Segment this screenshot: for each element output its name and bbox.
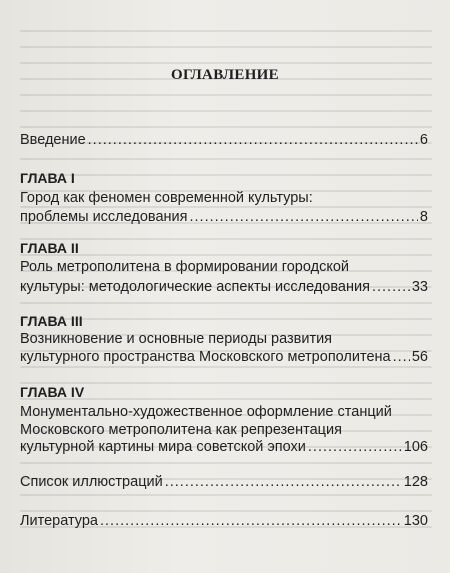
- chapter-heading-1: ГЛАВА I: [20, 170, 75, 186]
- dot-leader: [393, 348, 410, 366]
- chapter-title-line: Монументально-художественное оформление станций: [20, 404, 392, 420]
- dot-leader: [372, 278, 410, 296]
- dot-leader: [189, 208, 417, 226]
- dot-leader: [308, 438, 402, 456]
- entry-text: Список иллюстраций: [20, 474, 163, 490]
- chapter-title-line: Город как феномен современной культуры:: [20, 190, 313, 206]
- chapter-title-line: Роль метрополитена в формировании городской: [20, 259, 349, 275]
- chapter-heading-2: ГЛАВА II: [20, 240, 79, 256]
- chapter-heading-4: ГЛАВА IV: [20, 384, 85, 400]
- toc-entry-intro[interactable]: [20, 131, 428, 149]
- chapter-heading-3: ГЛАВА III: [20, 313, 83, 329]
- dot-leader: [165, 473, 402, 491]
- page-number: 128: [403, 474, 428, 490]
- chapter-title-line: Московского метрополитена как репрезентация: [20, 422, 342, 438]
- toc-entry-chapter-4[interactable]: [20, 438, 428, 456]
- page-number: 6: [419, 132, 428, 148]
- chapter-title-line: Возникновение и основные периоды развития: [20, 331, 333, 347]
- entry-text: культурного пространства Московского метрополитена: [20, 349, 391, 365]
- dot-leader: [100, 512, 402, 530]
- dot-leader: [88, 131, 418, 149]
- page-number: 8: [419, 209, 428, 225]
- page-number: 106: [403, 439, 428, 455]
- toc-entry-literature[interactable]: [20, 512, 428, 530]
- entry-text: культурной картины мира советской эпохи: [20, 439, 306, 455]
- entry-text: Введение: [20, 132, 86, 148]
- page-number: 130: [403, 513, 428, 529]
- entry-text: Литература: [20, 513, 98, 529]
- toc-entry-chapter-1[interactable]: [20, 208, 428, 226]
- entry-text: проблемы исследования: [20, 209, 188, 225]
- page-title: ОГЛАВЛЕНИЕ: [171, 67, 279, 83]
- toc-entry-illustrations[interactable]: [20, 473, 428, 491]
- show-through-text: [20, 30, 432, 573]
- entry-text: культуры: методологические аспекты исследования: [20, 279, 370, 295]
- page-number: 33: [411, 279, 428, 295]
- toc-entry-chapter-2[interactable]: [20, 278, 428, 296]
- toc-entry-chapter-3[interactable]: [20, 348, 428, 366]
- page-number: 56: [411, 349, 428, 365]
